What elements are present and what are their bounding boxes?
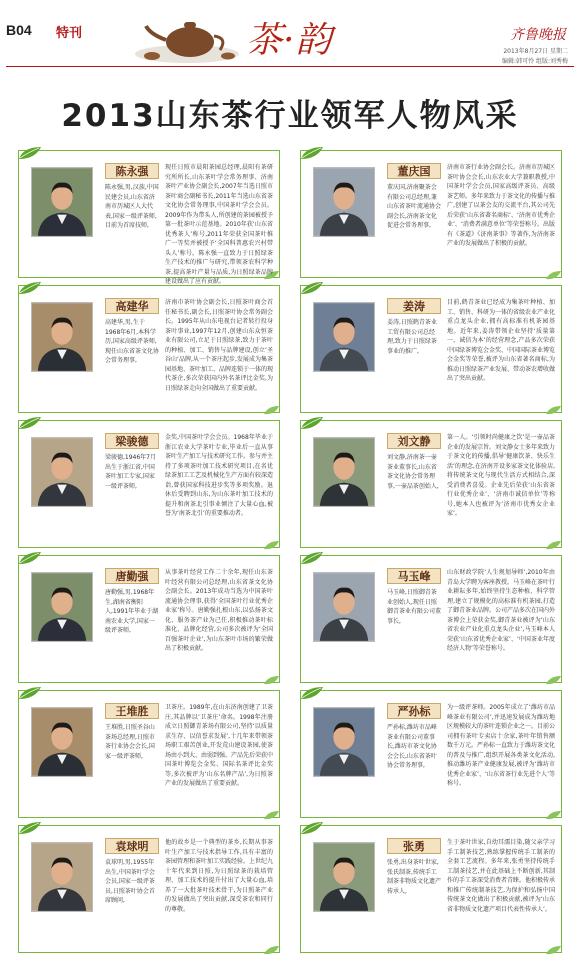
column-title: 茶·韵 — [246, 20, 333, 61]
tea-leaf-icon — [263, 539, 281, 551]
profile-intro: 唐勤强,男,1968年生,湖南省衡阳人,1991年毕业于湖南农业大学,国家一级评茶师, — [105, 589, 159, 634]
profile-card — [300, 150, 562, 278]
profile-intro: 刘文静,济南茶一壶茶业董事长,山东省茶文化协会常务理事,一壶品茶创始人, — [387, 454, 439, 490]
tea-leaf-icon — [299, 145, 325, 161]
tea-leaf-icon — [299, 550, 325, 566]
profile-body: 他的故乡是一个典型的茶乡,长期从事茶叶生产加工与技术指导工作,具有丰富的茶园管理和茶叶加工实践经验。上世纪九十年代来到日照,为日照绿茶的栽培管理、加工技术的提升付出了大量心血,培养了一大批茶叶技术骨干,为日照茶产业的发展做出了突出贡献,深受茶农和同行的尊敬。 — [165, 839, 274, 913]
portrait-photo — [313, 707, 375, 777]
portrait-photo — [313, 302, 375, 372]
profile-card — [18, 555, 280, 683]
profile-intro: 姜涛,日照鹤青茶业工贸有限公司总经理,致力于日照绿茶事业的推广, — [387, 319, 437, 355]
profile-intro: 袁球明,男,1955年出生,中国茶叶学会会员,国家一级评茶员,日照茶叶协会首席顾问, — [105, 859, 155, 904]
tea-leaf-icon — [263, 944, 281, 956]
profile-intro: 严孙标,潍坊市品峰茶业有限公司董事长,潍坊市茶文化协会会长,山东省茶叶协会常务理事, — [387, 724, 437, 769]
portrait-photo — [313, 437, 375, 507]
tea-leaf-icon — [263, 674, 281, 686]
portrait-photo — [313, 572, 375, 642]
portrait-photo — [31, 572, 93, 642]
portrait-photo — [31, 167, 93, 237]
tea-leaf-icon — [17, 820, 43, 836]
profile-card — [18, 825, 280, 953]
tea-leaf-icon — [17, 280, 43, 296]
tea-leaf-icon — [299, 415, 325, 431]
issue-date: 2013年8月27日 星期二 — [503, 48, 568, 55]
tea-leaf-icon — [17, 415, 43, 431]
profile-intro: 梁骏德,1946年7月出生于浙江省,中国茶叶加工专家,国家一级评茶师, — [105, 454, 156, 490]
profile-card — [18, 420, 280, 548]
profile-body: 济南市茶叶协会副会长,日照茶叶商会首任秘书长,副会长,日照茶叶协会常务副会长。1995年从山东电视台记者转行投身茶叶事业,1997年12月,创建山东众恒茶业有限公司,立足于日照绿茶,致力于茶叶的种植、加工、销售与品牌建设,创立‘圣谷山’品牌,从一个茶庄起步,发展成为集茶园基地、茶叶加工、品牌连锁于一体的现代茶企,多次荣获国内外名茶评比金奖,为日照绿茶走向全国做出了重要贡献。 — [165, 299, 274, 392]
tea-leaf-icon — [299, 685, 325, 701]
paper-name: 齐鲁晚报 — [510, 27, 566, 43]
teapot-icon — [132, 14, 242, 66]
portrait-photo — [313, 842, 375, 912]
tea-leaf-icon — [17, 550, 43, 566]
profile-body: 生于茶叶世家,自幼耳濡目染,随父亲学习手工制茶技艺,熟练掌握传统手工制茶的全套工艺流程。多年来,张勇坚持传统手工制茶技艺,并在此基础上不断创新,其制作的手工茶深受消费者青睐。他积极传承和推广传统制茶技艺,为保护和弘扬中国传统茶文化做出了积极贡献,被评为‘山东省非物质文化遗产项目代表性传承人’。 — [447, 839, 556, 913]
profile-card — [300, 285, 562, 413]
profile-name: 张勇 — [387, 838, 441, 854]
profile-card — [18, 285, 280, 413]
profile-name: 陈永强 — [105, 163, 159, 179]
tea-leaf-icon — [17, 145, 43, 161]
tea-leaf-icon — [545, 539, 563, 551]
tea-leaf-icon — [545, 944, 563, 956]
profile-card — [300, 825, 562, 953]
profile-name: 严孙标 — [387, 703, 441, 719]
profile-name: 王堆胜 — [105, 703, 159, 719]
profile-intro: 陈永强,男,汉族,中国民建会员,山东省济南市历城区人大代表,国家一级评茶师,目前为首席技师, — [105, 184, 159, 229]
profile-card — [300, 690, 562, 818]
tea-leaf-icon — [263, 404, 281, 416]
profile-name: 姜涛 — [387, 298, 441, 314]
tea-leaf-icon — [545, 269, 563, 281]
tea-leaf-icon — [545, 674, 563, 686]
profile-name: 董庆国 — [387, 163, 441, 179]
profile-name: 梁骏德 — [105, 433, 159, 449]
tea-leaf-icon — [545, 404, 563, 416]
profile-name: 唐勤强 — [105, 568, 159, 584]
profile-body: 第一人。‘引领时尚健康之饮’是一壶品茶企业的发展宗旨。刘文静女士多年来致力于茶文化的传播,倡导‘健康饮茶、快乐生活’的理念,在济南开设多家茶文化体验店,将传统茶文化与现代生活方式相结合,深受消费者喜爱。企业先后荣获‘山东省茶行业优秀企业’、‘济南市诚信单位’等称号,她本人也被评为‘济南市优秀女企业家’。 — [447, 434, 556, 517]
header-divider — [6, 66, 574, 67]
profile-body: 卫茶庄。1989年,在山东济南创建了卫茶庄,其品牌以‘卫茶庄’命名。1998年注册成立日照御青茶场有限公司,坚持‘以质量求生存、以信誉求发展’,十几年来带领茶场职工艰苦创业,开发荒山建设茶园,使茶场由小到大、由弱到强。产品先后荣获中国茶叶博览会金奖、国际名茶评比金奖等,多次被评为‘山东名牌产品’,为日照茶产业的发展做出了重要贡献。 — [165, 704, 274, 787]
portrait-photo — [313, 167, 375, 237]
profile-body: 金奖,中国茶叶学会会员。1968年毕业于浙江农业大学茶叶专业,毕业后一直从事茶叶生产加工与技术研究工作。参与并主持了多项茶叶加工技术研究项目,在名优绿茶加工工艺及机械化生产方面有较深造诣,曾获国家科技进步奖等多项奖励。退休后受聘到山东,为山东茶叶加工技术的提升和南茶北引事业倾注了大量心血,被誉为‘南茶北引’的重要推动者。 — [165, 434, 274, 517]
profile-intro: 马玉峰,日照御青茶业创始人,现任日照御青茶业有限公司董事长, — [387, 589, 442, 625]
portrait-photo — [31, 707, 93, 777]
profile-intro: 王堆胜,日照圣谷山茶场总经理,日照市茶行业协会会长,国家一级评茶师, — [105, 724, 155, 760]
profile-body: 从事茶叶经营工作二十余年,现任山东茶叶经营有限公司总经理,山东省茶文化协会副会长。2013年成功当选为中国茶叶流通协会理事,获得‘全国茶叶行业优秀企业家’称号。唐勤强扎根山东,以弘扬茶文化、服务茶产业为己任,积极推动茶叶标准化、品牌化经营,公司多次被评为‘全国百强茶叶企业’,为山东茶叶市场的繁荣做出了积极贡献。 — [165, 569, 273, 652]
profile-name: 袁球明 — [105, 838, 159, 854]
profile-intro: 董庆国,济南聚茶会有限公司总经理,兼山东省茶叶流通协会副会长,济南茶文化促进会常务理事, — [387, 184, 442, 229]
profile-body: 为一级评茶师。2005年成立了‘潍坊市品峰茶业有限公司’,并迅速发展成为潍坊地区规模较大的茶叶连锁企业之一。目前公司拥有茶叶专卖店十余家,茶叶年销售额数千万元。严孙标一直致力于潍坊茶文化的普及与推广,组织开展各类茶文化活动,推动潍坊茶产业健康发展,被评为‘潍坊市优秀企业家’、‘山东省茶行业先进个人’等称号。 — [447, 704, 556, 787]
tea-leaf-icon — [545, 809, 563, 821]
tea-leaf-icon — [299, 820, 325, 836]
profile-name: 刘文静 — [387, 433, 441, 449]
portrait-photo — [31, 302, 93, 372]
masthead — [0, 0, 580, 82]
tea-leaf-icon — [263, 809, 281, 821]
page-number: B04 — [6, 22, 32, 38]
profile-body: 山东财政学院‘人生规划导师’,2010年由青岛大学聘为客座教授。马玉峰在茶叶行业耕耘多年,始终坚持生态种植、科学管理,建立了规模化的高标准有机茶园,打造了御青茶业品牌。公司产品多次在国内外茶博会上荣获金奖,御青茶业被评为‘山东省农业产业化重点龙头企业’,马玉峰本人荣获‘山东省优秀企业家’、‘中国茶业年度经济人物’等荣誉称号。 — [447, 569, 556, 652]
editor-credit: 编辑:韩可怜 组版:刘秀梅 — [502, 58, 568, 65]
profile-name: 马玉峰 — [387, 568, 441, 584]
portrait-photo — [31, 437, 93, 507]
tea-leaf-icon — [17, 685, 43, 701]
profile-body: 目前,鹤青茶业已经成为集茶叶种植、加工、销售、科研为一体的省级农业产业化重点龙头企业,拥有高标准有机茶园基地。近年来,姜涛带领企业坚持‘质量第一、诚信为本’的经营理念,产品多次荣获中国绿茶博览会金奖、中国国际茶业博览会金奖等荣誉,被评为山东省著名商标,为推动日照绿茶产业发展、带动茶农增收做出了突出贡献。 — [447, 299, 556, 382]
profile-card — [18, 150, 280, 285]
profile-intro: 高建华,男,生于1968年6月,本科学历,国家高级评茶师,现任山东省茶文化协会常务理事, — [105, 319, 160, 364]
profile-card — [18, 690, 280, 818]
profile-body: 济南市茶行业协会副会长。济南市历城区茶叶协会会长,山东农业大学兼职教授,中国茶叶学会会员,国家高级评茶员、高级茶艺师。多年来致力于茶文化的传播与推广,创建了以茶会友的交流平台,其公司先后荣获‘山东省著名商标’、‘济南市优秀企业’、‘消费者满意单位’等荣誉称号。出版有《茶道》《济南茶事》等著作,为济南茶产业的发展做出了积极的贡献。 — [447, 164, 556, 247]
portrait-photo — [31, 842, 93, 912]
profile-intro: 张勇,出身茶叶世家,张氏制茶,传统手工制茶非物质文化遗产传承人, — [387, 859, 442, 895]
section-name: 特刊 — [56, 26, 83, 41]
profile-body: 现任日照市晨阳茶园总经理,晨阳有茶研究所所长,山东茶叶学会常务理事、济南茶叶产业协会副会长,2007年当选日照市茶叶商会副秘书长,2011年当选山东省茶文化协会常务理事,中国茶叶学会会员。2009年作为带头人,所创建的茶园被授予第一批茶叶示范基地。2010年获‘山东省优秀茶人’称号,2011年荣获全国茶叶推广一等奖并被授予‘全国科普惠农兴村带头人’称号。陈永强一直致力于日照绿茶生产技术的推广与研究,带领茶农科学种茶,提高茶叶产量与品质,为日照绿茶品牌建设做出了应有贡献。 — [165, 164, 273, 285]
tea-leaf-icon — [299, 280, 325, 296]
profile-name: 高建华 — [105, 298, 159, 314]
page-headline: 2013山东茶行业领军人物风采 — [61, 98, 519, 134]
profile-card — [300, 555, 562, 683]
profile-card — [300, 420, 562, 548]
